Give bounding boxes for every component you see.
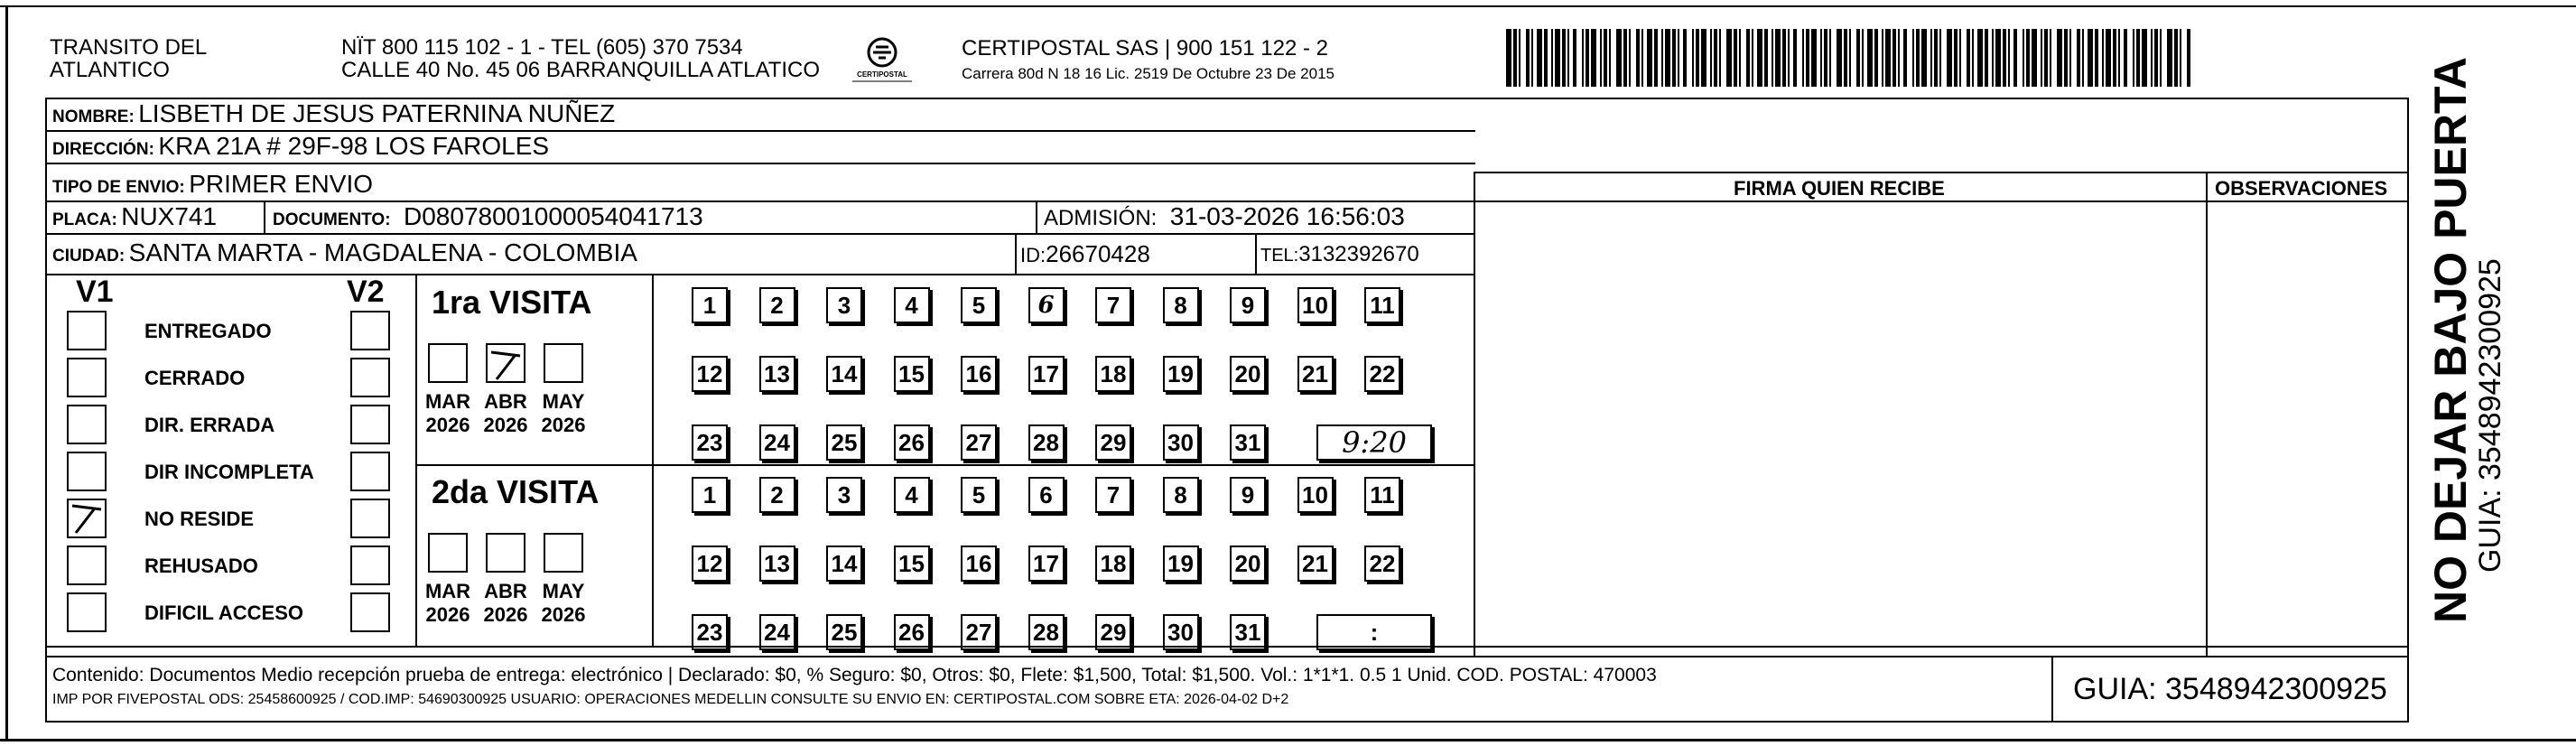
day-box[interactable]: 27 — [961, 424, 997, 461]
day-box[interactable]: 8 — [1163, 287, 1199, 323]
footer-imp: IMP POR FIVEPOSTAL ODS: 25458600925 / COD.IMP: 54690300925 USUARIO: OPERACIONES MEDELLIN CONSULTE SU ENVIO EN: CERTIPOSTAL.COM SOBRE ETA: 2026-04-02 D+2 — [52, 692, 1289, 707]
row-line-2 — [45, 163, 1475, 164]
row-line-5 — [45, 274, 1475, 275]
month-checkbox[interactable] — [544, 533, 583, 573]
courier-name: CERTIPOSTAL SAS | 900 151 122 - 2 — [962, 36, 1328, 61]
check-mark-icon — [488, 345, 524, 381]
day-box[interactable]: 4 — [894, 287, 930, 323]
day-box[interactable]: 7 — [1095, 477, 1131, 513]
v2-checkbox[interactable] — [350, 499, 390, 538]
day-box[interactable]: 8 — [1163, 477, 1199, 513]
day-box[interactable]: 17 — [1028, 356, 1065, 392]
day-box[interactable]: 4 — [894, 477, 930, 513]
v2-checkbox[interactable] — [350, 405, 390, 444]
day-box[interactable]: 21 — [1297, 356, 1334, 392]
day-box[interactable]: 20 — [1230, 546, 1266, 582]
day-box[interactable]: 26 — [894, 614, 930, 650]
month-checkbox[interactable] — [486, 343, 525, 383]
placa-value: NUX741 — [121, 202, 218, 230]
v1-checkbox[interactable] — [67, 546, 107, 585]
day-box[interactable]: 16 — [961, 546, 997, 582]
day-box[interactable]: 14 — [826, 356, 862, 392]
day-box[interactable]: 28 — [1028, 614, 1065, 650]
day-box[interactable]: 23 — [692, 424, 728, 461]
ciudad-field: CIUDAD: SANTA MARTA - MAGDALENA - COLOMBIA — [52, 238, 637, 266]
direccion-value: KRA 21A # 29F-98 LOS FAROLES — [158, 132, 550, 160]
v2-checkbox[interactable] — [350, 452, 390, 491]
day-box[interactable]: 11 — [1364, 477, 1400, 513]
top-border — [0, 5, 2576, 7]
v2-label: V2 — [347, 275, 385, 309]
day-box[interactable]: 2 — [759, 477, 795, 513]
placa-field: PLACA: NUX741 — [52, 202, 218, 230]
day-box[interactable]: 12 — [692, 546, 728, 582]
day-box[interactable]: 16 — [961, 356, 997, 392]
status-label: DIR INCOMPLETA — [144, 461, 314, 483]
status-label: ENTREGADO — [144, 320, 272, 342]
day-box[interactable]: 6 — [1028, 477, 1065, 513]
visit-split — [415, 464, 1475, 466]
v2-checkbox[interactable] — [350, 592, 390, 632]
vertical-notice — [2427, 57, 2506, 623]
day-box[interactable]: 13 — [759, 356, 795, 392]
day-box[interactable]: 17 — [1028, 546, 1065, 582]
day-box[interactable]: 6 — [1028, 287, 1065, 323]
id-divider — [1015, 233, 1017, 274]
visit-days-divider — [652, 274, 654, 646]
admision-field: ADMISIÓN: 31-03-2026 16:56:03 — [1044, 202, 1405, 230]
left-border — [5, 5, 8, 741]
day-box[interactable]: 3 — [826, 477, 862, 513]
barcode — [1506, 29, 2201, 87]
company-name: TRANSITO DEL ATLANTICO — [50, 35, 208, 82]
tel-value: 3132392670 — [1298, 242, 1419, 266]
day-box[interactable]: 27 — [961, 614, 997, 650]
day-box[interactable]: 20 — [1230, 356, 1266, 392]
day-box[interactable]: 22 — [1364, 356, 1400, 392]
month-checkbox[interactable] — [428, 533, 468, 573]
nombre-value: LISBETH DE JESUS PATERNINA NUÑEZ — [138, 99, 616, 127]
day-box[interactable]: 30 — [1163, 614, 1199, 650]
month-checkbox[interactable] — [544, 343, 583, 383]
day-box[interactable]: 29 — [1095, 614, 1131, 650]
bottom-border — [0, 739, 2576, 741]
second-visit-title: 2da VISITA — [432, 473, 600, 510]
month-label: MAY 2026 — [541, 580, 586, 626]
tipo-row: TIPO DE ENVIO: PRIMER ENVIO — [52, 170, 374, 198]
v2-checkbox[interactable] — [350, 546, 390, 585]
firma-header: FIRMA QUIEN RECIBE — [1734, 177, 1945, 200]
day-box[interactable]: 5 — [961, 287, 997, 323]
observaciones-header: OBSERVACIONES — [2215, 177, 2388, 200]
day-box[interactable]: 15 — [894, 356, 930, 392]
tel-divider — [1255, 233, 1257, 274]
day-box[interactable]: 18 — [1095, 356, 1131, 392]
v2-checkbox[interactable] — [350, 311, 390, 350]
courier-address: Carrera 80d N 18 16 Lic. 2519 De Octubre 23 De 2015 — [962, 65, 1334, 82]
day-box[interactable]: 24 — [759, 614, 795, 650]
ciudad-value: SANTA MARTA - MAGDALENA - COLOMBIA — [128, 238, 637, 266]
tipo-value: PRIMER ENVIO — [189, 170, 374, 198]
day-box[interactable]: 21 — [1297, 546, 1334, 582]
day-box[interactable]: 31 — [1230, 424, 1266, 461]
day-box[interactable]: 1 — [692, 287, 728, 323]
v1-checkbox[interactable] — [67, 452, 107, 491]
day-box[interactable]: 10 — [1297, 287, 1334, 323]
v1-checkbox[interactable] — [67, 358, 107, 397]
status-label: CERRADO — [144, 367, 246, 389]
footer-contenido: Contenido: Documentos Medio recepción prueba de entrega: electrónico | Declarado: $0, % Seguro: $0, Otros: $0, Flete: $1,500, Total: $1,500. Vol.: 1*1*1. 0.5 1 Unid. COD. POSTAL: 470003 — [52, 665, 1657, 685]
v1-checkbox[interactable] — [67, 311, 107, 350]
nombre-row: NOMBRE: LISBETH DE JESUS PATERNINA NUÑEZ — [52, 99, 616, 127]
side-header-top — [1475, 172, 2409, 173]
day-box[interactable]: 11 — [1364, 287, 1400, 323]
day-box[interactable]: 25 — [826, 614, 862, 650]
direccion-row: DIRECCIÓN: KRA 21A # 29F-98 LOS FAROLES — [52, 132, 550, 160]
month-label: MAR 2026 — [424, 580, 471, 626]
v1-checkbox[interactable] — [67, 405, 107, 444]
vertical-notice-title: NO DEJAR BAJO PUERTA — [2425, 57, 2476, 623]
footer-guia: GUIA: 3548942300925 — [2073, 672, 2387, 706]
v1-checkbox[interactable] — [67, 499, 107, 538]
month-label: ABR 2026 — [483, 390, 528, 436]
day-box[interactable]: 18 — [1095, 546, 1131, 582]
day-box[interactable]: 3 — [826, 287, 862, 323]
day-box[interactable]: 26 — [894, 424, 930, 461]
day-box[interactable]: 19 — [1163, 356, 1199, 392]
day-box[interactable]: 29 — [1095, 424, 1131, 461]
certipostal-logo-icon — [849, 34, 916, 89]
day-box[interactable]: 9 — [1230, 477, 1266, 513]
footer-top-line — [45, 646, 2409, 648]
status-label: REHUSADO — [144, 555, 258, 577]
day-box[interactable]: 13 — [759, 546, 795, 582]
placa-divider — [264, 200, 265, 233]
time-box[interactable]: : — [1316, 614, 1432, 650]
admision-divider — [1036, 200, 1037, 233]
v1-label: V1 — [76, 275, 114, 309]
month-checkbox[interactable] — [486, 533, 525, 573]
main-frame — [45, 98, 2409, 657]
day-box[interactable]: 10 — [1297, 477, 1334, 513]
day-box[interactable]: 9 — [1230, 287, 1266, 323]
month-label: MAY 2026 — [541, 390, 586, 436]
side-divider — [1474, 172, 1475, 657]
day-box[interactable]: 12 — [692, 356, 728, 392]
day-box[interactable]: 23 — [692, 614, 728, 650]
vertical-notice-guia: GUIA: 3548942300925 — [2473, 258, 2507, 573]
admision-value: 31-03-2026 16:56:03 — [1169, 202, 1405, 230]
day-box[interactable]: 22 — [1364, 546, 1400, 582]
month-label: ABR 2026 — [483, 580, 528, 626]
day-box[interactable]: 7 — [1095, 287, 1131, 323]
status-label: DIFICIL ACCESO — [144, 601, 304, 624]
check-mark-icon — [69, 500, 105, 536]
v2-checkbox[interactable] — [350, 358, 390, 397]
day-box[interactable]: 31 — [1230, 614, 1266, 650]
certipostal-logo — [849, 34, 916, 89]
day-box[interactable]: 1 — [692, 477, 728, 513]
v1-checkbox[interactable] — [67, 592, 107, 632]
day-box[interactable]: 5 — [961, 477, 997, 513]
day-box[interactable]: 15 — [894, 546, 930, 582]
documento-value: D08078001000054041713 — [404, 202, 703, 230]
day-box[interactable]: 24 — [759, 424, 795, 461]
day-box[interactable]: 19 — [1163, 546, 1199, 582]
id-field: ID:26670428 — [1020, 240, 1150, 267]
row-line-4 — [45, 233, 1475, 235]
visits-divider — [415, 274, 417, 646]
id-value: 26670428 — [1046, 240, 1150, 267]
day-box[interactable]: 30 — [1163, 424, 1199, 461]
first-visit-title: 1ra VISITA — [432, 284, 592, 321]
month-checkbox[interactable] — [428, 343, 468, 383]
tel-field: TEL:3132392670 — [1260, 242, 1419, 266]
day-box[interactable]: 25 — [826, 424, 862, 461]
logo-caption: CERTIPOSTAL — [857, 70, 907, 79]
company-contact: NÏT 800 115 102 - 1 - TEL (605) 370 7534 CALLE 40 No. 45 06 BARRANQUILLA ATLATICO — [341, 35, 821, 82]
day-box[interactable]: 28 — [1028, 424, 1065, 461]
obs-divider — [2206, 172, 2208, 657]
status-label: NO RESIDE — [144, 508, 255, 530]
documento-field: DOCUMENTO: D08078001000054041713 — [273, 202, 703, 230]
day-box[interactable]: 2 — [759, 287, 795, 323]
status-label: DIR. ERRADA — [144, 414, 275, 436]
time-box[interactable]: 9:20 — [1316, 424, 1432, 461]
month-label: MAR 2026 — [424, 390, 471, 436]
day-box[interactable]: 14 — [826, 546, 862, 582]
